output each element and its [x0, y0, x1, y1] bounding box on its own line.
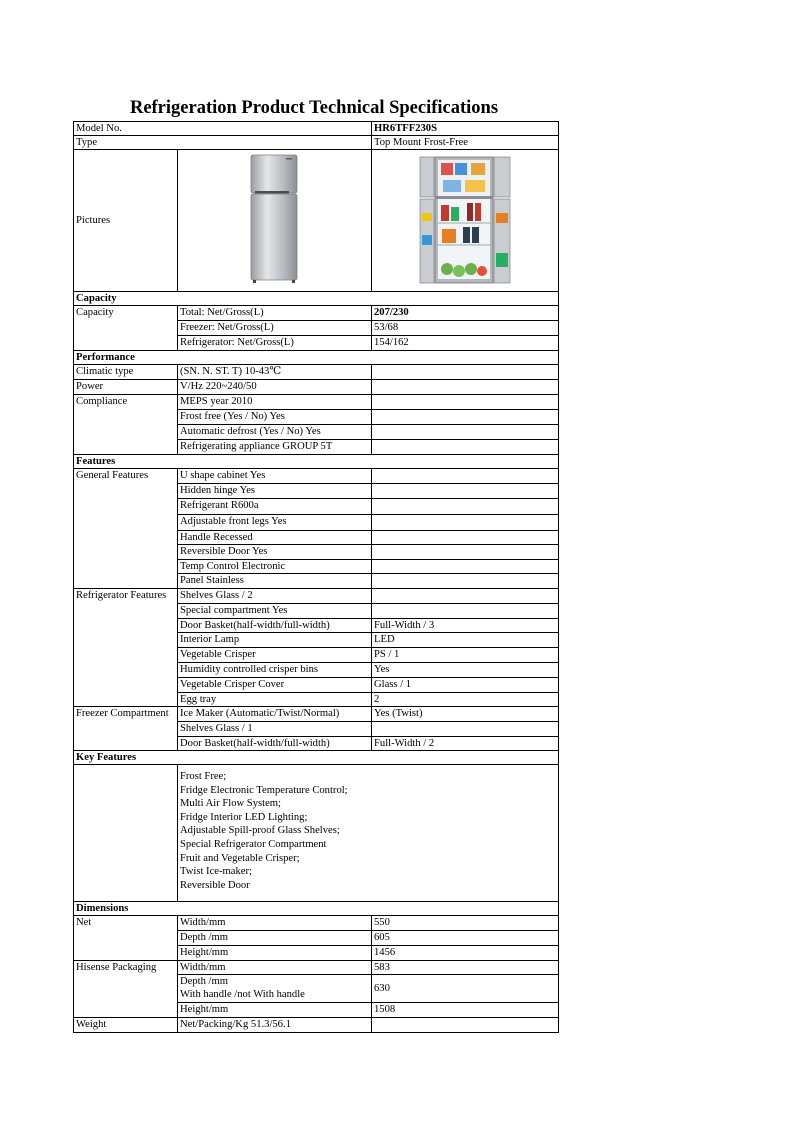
- spec-label: Total: Net/Gross(L): [178, 306, 372, 321]
- spec-value: 583: [372, 961, 559, 975]
- spec-value: 1508: [372, 1003, 559, 1018]
- spec-label: MEPS year 2010: [178, 395, 372, 410]
- table-row: [74, 531, 559, 545]
- section-performance: [74, 351, 559, 365]
- group-label: Power: [74, 380, 178, 395]
- spec-value: [372, 531, 559, 545]
- pictures-row: [74, 150, 559, 292]
- table-row: [74, 737, 559, 751]
- spec-label: Vegetable Crisper Cover: [178, 678, 372, 693]
- spec-value: [372, 545, 559, 560]
- table-row: [74, 707, 559, 722]
- spec-value: PS / 1: [372, 648, 559, 663]
- spec-label: Temp Control Electronic: [178, 560, 372, 574]
- spec-value: 630: [372, 975, 559, 1003]
- table-row: [74, 425, 559, 440]
- table-row: [74, 306, 559, 321]
- spec-value: 53/68: [372, 321, 559, 336]
- fridge-closed-image: [245, 153, 305, 285]
- spec-label: Door Basket(half-width/full-width): [178, 619, 372, 633]
- table-row: [74, 574, 559, 589]
- table-row: [74, 648, 559, 663]
- spec-label: Vegetable Crisper: [178, 648, 372, 663]
- spec-value: [372, 499, 559, 515]
- spec-label: Width/mm: [178, 961, 372, 975]
- table-row: [74, 722, 559, 737]
- group-label: Weight: [74, 1018, 178, 1033]
- table-row: [74, 365, 559, 380]
- list-item: Special Refrigerator Compartment: [180, 838, 327, 850]
- spec-label: Frost free (Yes / No) Yes: [178, 410, 372, 425]
- section-title: Features: [74, 455, 559, 469]
- spec-value: Full-Width / 3: [372, 619, 559, 633]
- spec-value: [372, 515, 559, 531]
- spec-label: Refrigerating appliance GROUP 5T: [178, 440, 372, 455]
- table-row: [74, 336, 559, 351]
- spec-value: 207/230: [372, 306, 559, 321]
- table-row: [74, 395, 559, 410]
- spec-label: Net/Packing/Kg 51.3/56.1: [178, 1018, 372, 1033]
- spec-value: Yes: [372, 663, 559, 678]
- table-row: [74, 499, 559, 515]
- table-row: [74, 693, 559, 707]
- table-row: [74, 916, 559, 931]
- section-key-features: [74, 751, 559, 765]
- spec-label: Height/mm: [178, 946, 372, 961]
- table-row: [74, 931, 559, 946]
- list-item: Adjustable Spill-proof Glass Shelves;: [180, 825, 340, 837]
- table-row: [74, 545, 559, 560]
- section-title: Dimensions: [74, 902, 559, 916]
- spec-value: [372, 365, 559, 380]
- spec-value: 154/162: [372, 336, 559, 351]
- group-label: Compliance: [74, 395, 178, 410]
- spec-label: Handle Recessed: [178, 531, 372, 545]
- spec-value: 605: [372, 931, 559, 946]
- section-title: Capacity: [74, 292, 559, 306]
- document-title: Refrigeration Product Technical Specifications: [129, 98, 499, 118]
- spec-value: [372, 589, 559, 604]
- spec-label: Humidity controlled crisper bins: [178, 663, 372, 678]
- table-row: [74, 678, 559, 693]
- list-item: Fridge Electronic Temperature Control;: [180, 784, 348, 796]
- fridge-open-image: [419, 153, 511, 285]
- picture-closed-fridge: [178, 150, 372, 292]
- model-row: [74, 122, 559, 136]
- table-row: [74, 604, 559, 619]
- table-row: [74, 663, 559, 678]
- model-label: Model No.: [74, 122, 372, 136]
- section-capacity: [74, 292, 559, 306]
- spec-label: [178, 975, 372, 1003]
- spec-label: Automatic defrost (Yes / No) Yes: [178, 425, 372, 440]
- group-label: Net: [74, 916, 178, 931]
- table-row: [74, 619, 559, 633]
- table-row: [74, 961, 559, 975]
- spec-label-line: Depth /mm: [180, 976, 228, 987]
- group-label: Climatic type: [74, 365, 178, 380]
- spec-value: [372, 469, 559, 484]
- pictures-label: Pictures: [74, 150, 178, 292]
- model-value: HR6TFF230S: [372, 122, 559, 136]
- table-row: [74, 589, 559, 604]
- spec-value: [372, 604, 559, 619]
- spec-value: [372, 1018, 559, 1033]
- type-value: Top Mount Frost-Free: [372, 136, 559, 150]
- table-row: [74, 484, 559, 499]
- group-label: Hisense Packaging: [74, 961, 178, 975]
- table-row: [74, 946, 559, 961]
- group-label: General Features: [74, 469, 178, 484]
- spec-value: [372, 395, 559, 410]
- spec-value: [372, 425, 559, 440]
- spec-value: 2: [372, 693, 559, 707]
- section-title: Key Features: [74, 751, 559, 765]
- spec-value: [372, 410, 559, 425]
- table-row: [74, 321, 559, 336]
- spec-table: [73, 121, 559, 1033]
- key-features-list: [178, 765, 559, 902]
- type-row: [74, 136, 559, 150]
- list-item: Reversible Door: [180, 879, 250, 891]
- spec-value: LED: [372, 633, 559, 648]
- spec-value: [372, 560, 559, 574]
- spec-label: Refrigerant R600a: [178, 499, 372, 515]
- spec-value: 550: [372, 916, 559, 931]
- spec-label: (SN. N. ST. T) 10-43℃: [178, 365, 372, 380]
- spec-label: Interior Lamp: [178, 633, 372, 648]
- spec-value: [372, 484, 559, 499]
- spec-label: Door Basket(half-width/full-width): [178, 737, 372, 751]
- table-row: [74, 440, 559, 455]
- section-title: Performance: [74, 351, 559, 365]
- spec-label: Panel Stainless: [178, 574, 372, 589]
- table-row: [74, 560, 559, 574]
- picture-open-fridge: [372, 150, 559, 292]
- table-row: [74, 1018, 559, 1033]
- spec-label: Adjustable front legs Yes: [178, 515, 372, 531]
- table-row: [74, 380, 559, 395]
- table-row: [74, 975, 559, 1003]
- spec-label: Ice Maker (Automatic/Twist/Normal): [178, 707, 372, 722]
- spec-label: Depth /mm: [178, 931, 372, 946]
- spec-label: Shelves Glass / 1: [178, 722, 372, 737]
- spec-label: Hidden hinge Yes: [178, 484, 372, 499]
- list-item: Twist Ice-maker;: [180, 866, 252, 878]
- spec-label: Shelves Glass / 2: [178, 589, 372, 604]
- list-item: Frost Free;: [180, 771, 227, 782]
- table-row: [74, 1003, 559, 1018]
- group-label: Freezer Compartment: [74, 707, 178, 722]
- spec-value: [372, 722, 559, 737]
- spec-value: [372, 574, 559, 589]
- section-dimensions: [74, 902, 559, 916]
- group-label: Capacity: [74, 306, 178, 321]
- table-row: [74, 515, 559, 531]
- table-row: [74, 410, 559, 425]
- group-label: Refrigerator Features: [74, 589, 178, 604]
- spec-label: Egg tray: [178, 693, 372, 707]
- spec-label: U shape cabinet Yes: [178, 469, 372, 484]
- spec-value: 1456: [372, 946, 559, 961]
- table-row: [74, 469, 559, 484]
- spec-value: Yes (Twist): [372, 707, 559, 722]
- spec-label-line: With handle /not With handle: [180, 989, 305, 1000]
- spec-label: Reversible Door Yes: [178, 545, 372, 560]
- spec-label: Freezer: Net/Gross(L): [178, 321, 372, 336]
- list-item: Multi Air Flow System;: [180, 798, 281, 810]
- section-features: [74, 455, 559, 469]
- list-item: Fridge Interior LED Lighting;: [180, 811, 308, 823]
- spec-value: Glass / 1: [372, 678, 559, 693]
- table-row: [74, 633, 559, 648]
- spec-label: V/Hz 220~240/50: [178, 380, 372, 395]
- spec-value: Full-Width / 2: [372, 737, 559, 751]
- spec-value: [372, 440, 559, 455]
- spec-label: Width/mm: [178, 916, 372, 931]
- list-item: Fruit and Vegetable Crisper;: [180, 852, 300, 864]
- type-label: Type: [74, 136, 372, 150]
- spec-label: Height/mm: [178, 1003, 372, 1018]
- spec-value: [372, 380, 559, 395]
- spec-label: Special compartment Yes: [178, 604, 372, 619]
- spec-label: Refrigerator: Net/Gross(L): [178, 336, 372, 351]
- key-features-row: [74, 765, 559, 902]
